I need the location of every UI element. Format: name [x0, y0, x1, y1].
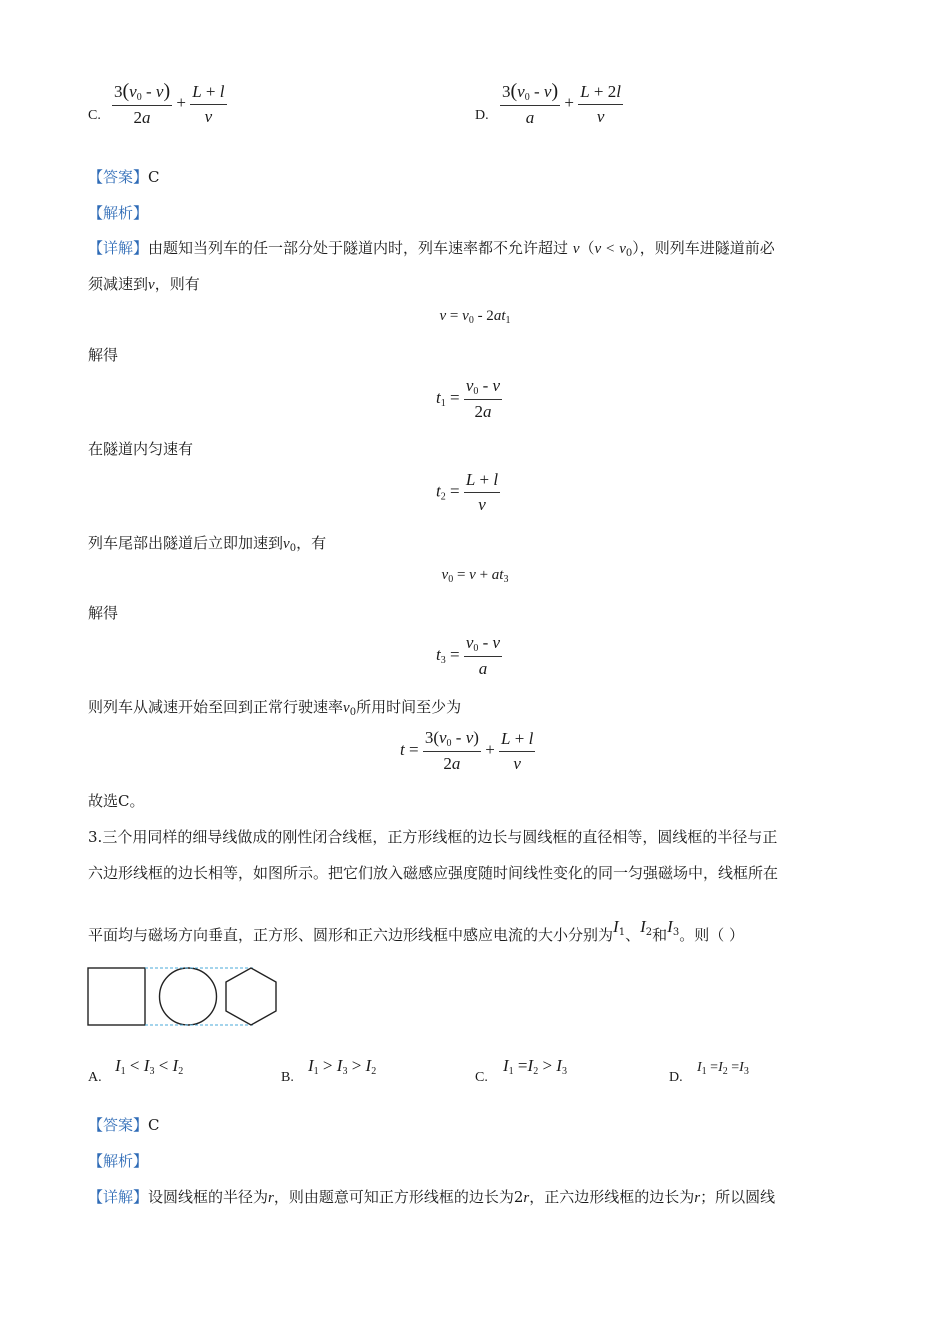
- q3-option-a: $I_1 < I_3 < I_2$: [115, 1056, 184, 1077]
- question-text: 平面均与磁场方向垂直，正方形、圆形和正六边形线框中感应电流的大小分别为: [88, 926, 614, 944]
- detail-text-tail: ；所以圆线: [700, 1188, 776, 1206]
- q3-option-c: $I_1 =I_2 > I_3$: [503, 1056, 567, 1077]
- inside-label: 在隧道内匀速有: [88, 440, 194, 458]
- question-text: 三个用同样的细导线做成的刚性闭合线框，正方形线框的边长与圆线框的直径相等，圆线框的半径与正: [102, 828, 778, 846]
- q2-analysis-tag: [88, 202, 148, 223]
- detail-text-mid: ，则由题意可知正方形线框的边长为2: [273, 1188, 524, 1206]
- option-d-formula: $\frac{3(v_0 - v)}{a}$ + $\frac{L + 2l}{v}$: [502, 80, 621, 127]
- q3-text-line3: 平面均与磁场方向垂直，正方形、圆形和正六边形线框中感应电流的大小分别为$I^1$、$I^2$和$I^3$。则（ ）: [88, 917, 744, 944]
- equation-v: $v = v_0 - 2at_1$: [439, 308, 511, 326]
- q2-answer-line: [88, 166, 160, 187]
- option-d-label: D.: [475, 108, 489, 123]
- solve-label-2: 解得: [88, 604, 119, 622]
- hexagon-loop: [226, 968, 276, 1025]
- equation-t3: $t_3$ = $\frac{v_0 - v}{a}$: [436, 633, 501, 678]
- detail-tag: 【详解】: [88, 239, 149, 257]
- q3-option-d-label: D.: [669, 1070, 683, 1085]
- answer-value: C: [148, 168, 160, 186]
- q3-option-c-label: C.: [475, 1070, 488, 1085]
- q3-answer-line: [88, 1114, 160, 1135]
- q3-text-line1: [88, 826, 777, 847]
- square-loop: [88, 968, 145, 1025]
- equation-t1: $t_1$ = $\frac{v_0 - v}{2a}$: [436, 376, 501, 421]
- accelerate-line: 列车尾部出隧道后立即加速到$v_0$，有: [88, 534, 327, 554]
- question-text-tail: 。则（ ）: [679, 926, 744, 944]
- q2-detail-line1: 【详解】由题知当列车的任一部分处于隧道内时，列车速率都不允许超过 $v(v < v_0)$，则列车进隧道前必: [88, 239, 775, 259]
- equation-v0: $v_0 = v + at_3$: [441, 567, 509, 585]
- q2-detail-line2: 须减速到v，则有: [88, 275, 200, 293]
- accelerate-text-tail: ，有: [296, 534, 327, 552]
- equation-total: t = $\frac{3(v_0 - v)}{2a}$ + $\frac{L + l}{v}$: [400, 728, 534, 773]
- q3-option-b: $I_1 > I_3 > I_2$: [308, 1056, 377, 1077]
- circle-loop: [160, 968, 217, 1025]
- and-text: 和: [652, 926, 668, 944]
- separator: 、: [625, 926, 641, 944]
- q3-option-d: $I_1 =I_2 =I_3$: [697, 1060, 749, 1077]
- q3-analysis-tag: [88, 1150, 148, 1171]
- answer-value: C: [148, 1116, 160, 1134]
- analysis-tag: 【解析】: [88, 1152, 149, 1170]
- option-c-formula: $\frac{3(v_0 - v)}{2a}$ + $\frac{L + l}{v}$: [114, 80, 225, 127]
- equation-t2: $t_2$ = $\frac{L + l}{v}$: [436, 470, 499, 514]
- total-time-text: 则列车从减速开始至回到正常行驶速率: [88, 698, 344, 716]
- question-number: 3.: [88, 828, 103, 846]
- accelerate-text: 列车尾部出隧道后立即加速到: [88, 534, 284, 552]
- detail-text-tail: ，则列车进隧道前必: [639, 239, 775, 257]
- detail-text-tail: ，则有: [154, 275, 200, 293]
- q3-option-b-label: B.: [281, 1070, 294, 1085]
- loops-figure: [86, 964, 282, 1030]
- option-c-label: C.: [88, 108, 101, 123]
- conclusion: 故选C。: [88, 792, 145, 810]
- total-time-text-tail: 所用时间至少为: [356, 698, 462, 716]
- q3-option-a-label: A.: [88, 1070, 102, 1085]
- answer-tag: 【答案】: [88, 168, 149, 186]
- detail-text: 设圆线框的半径为: [148, 1188, 269, 1206]
- q3-text-line2: 六边形线框的边长相等，如图所示。把它们放入磁感应强度随时间线性变化的同一匀强磁场中，线框所在: [88, 864, 779, 882]
- detail-text-mid2: ，正六边形线框的边长为: [529, 1188, 695, 1206]
- analysis-tag: 【解析】: [88, 204, 149, 222]
- detail-text: 由题知当列车的任一部分处于隧道内时，列车速率都不允许超过: [148, 239, 569, 257]
- answer-tag: 【答案】: [88, 1116, 149, 1134]
- q3-detail-line: 【详解】设圆线框的半径为r，则由题意可知正方形线框的边长为2r，正六边形线框的边长为r；所以圆线: [88, 1188, 776, 1206]
- total-time-line: 则列车从减速开始至回到正常行驶速率$v_0$所用时间至少为: [88, 698, 462, 718]
- detail-text: 须减速到: [88, 275, 149, 293]
- solve-label-1: 解得: [88, 346, 119, 364]
- detail-tag: 【详解】: [88, 1188, 149, 1206]
